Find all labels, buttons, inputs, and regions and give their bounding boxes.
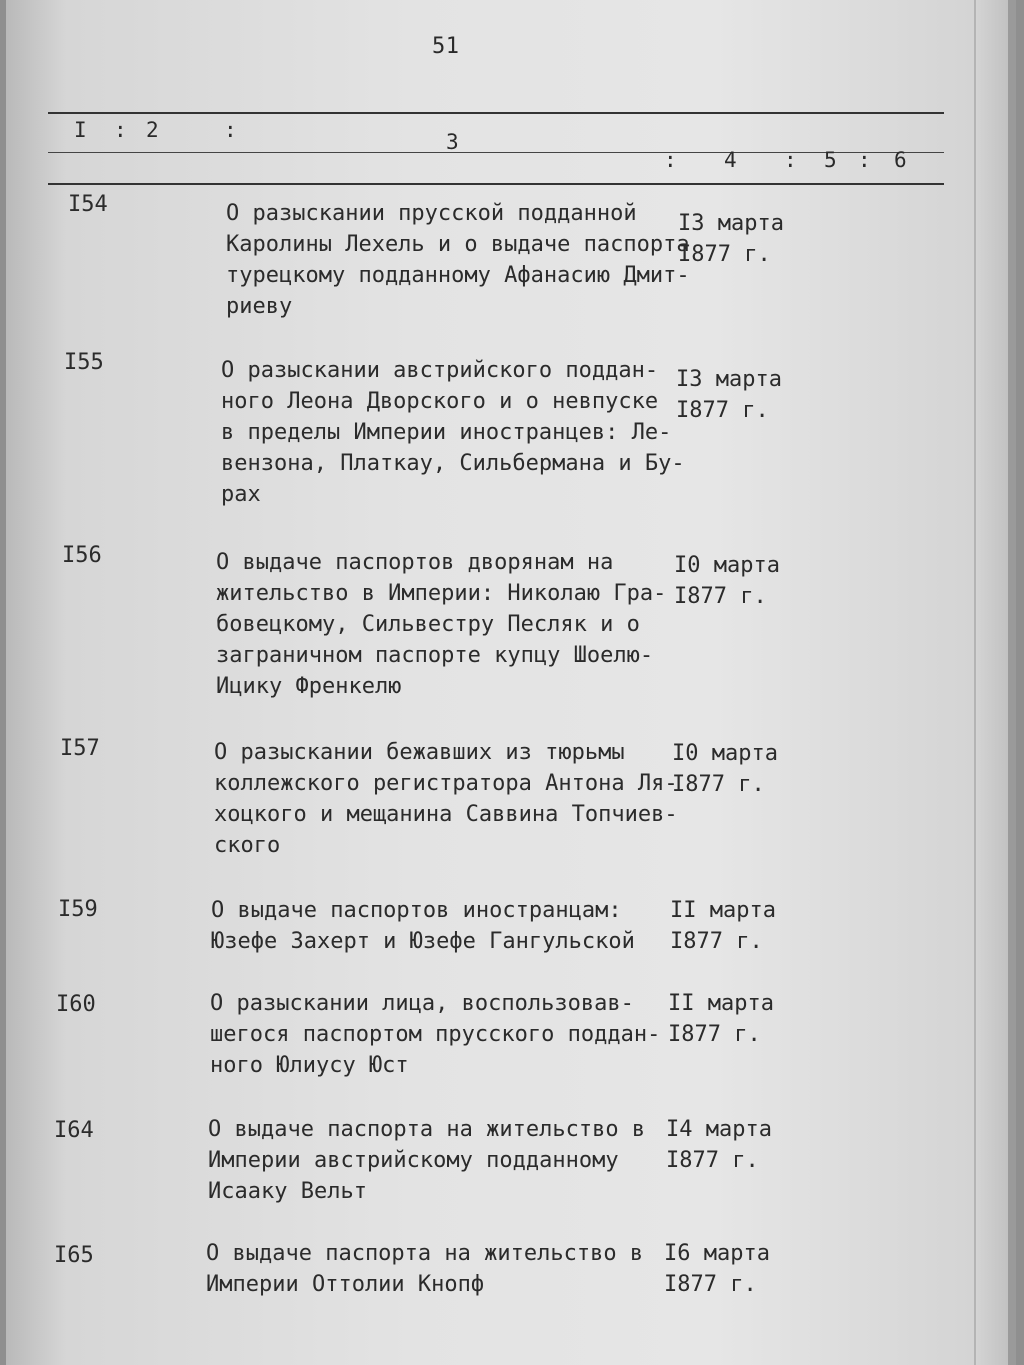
entry-date — [678, 208, 784, 270]
entry-title-line: О разыскании австрийского поддан- — [221, 358, 659, 383]
entry-date-line: I877 г. — [674, 584, 767, 609]
entry-number: I65 — [54, 1243, 94, 1268]
entry-date-line: I877 г. — [670, 929, 763, 954]
entry-title-line: турецкому подданному Афанасию Дмит- — [226, 263, 690, 288]
column-separator: : — [114, 118, 128, 142]
entry-date-line: I877 г. — [676, 398, 769, 423]
entry-date-line: I877 г. — [664, 1272, 757, 1297]
page-number: 51 — [432, 34, 460, 59]
header-rule-top — [48, 112, 944, 114]
entry-title-line: О выдаче паспортов иностранцам: — [211, 898, 622, 923]
entry-number: I64 — [54, 1118, 94, 1143]
entry-number: I55 — [64, 350, 104, 375]
column-header-6: 6 — [894, 148, 908, 172]
entry-date-line: I3 марта — [678, 211, 784, 236]
entry-number: I60 — [56, 992, 96, 1017]
entry-title-line: Каролины Лехель и о выдаче паспорта — [226, 232, 690, 257]
entry-number: I57 — [60, 736, 100, 761]
entry-title-line: бовецкому, Сильвестру Песляк и о — [216, 612, 640, 637]
header-rule-mid — [48, 152, 944, 153]
entry-title-line: шегося паспортом прусского поддан- — [210, 1022, 661, 1047]
entry-date — [676, 364, 782, 426]
entry-title-line: хоцкого и мещанина Саввина Топчиев- — [214, 802, 678, 827]
entry-title-line: О выдаче паспорта на жительство в — [208, 1117, 646, 1142]
header-rule-bottom — [48, 183, 944, 185]
entry-date — [668, 988, 774, 1050]
document-page — [6, 0, 1016, 1365]
entry-title-line: Империи австрийскому подданному — [208, 1148, 619, 1173]
entry-title-line: Исааку Вельт — [208, 1179, 367, 1204]
entry-number: I59 — [58, 897, 98, 922]
entry-title — [216, 547, 686, 702]
entry-title — [221, 355, 691, 510]
column-header-2: 2 — [146, 118, 160, 142]
column-separator: : — [224, 118, 238, 142]
column-separator: : — [664, 148, 678, 172]
page-fold — [974, 0, 976, 1365]
entry-title — [214, 737, 684, 861]
column-header-5: 5 — [824, 148, 838, 172]
entry-date-line: I0 марта — [674, 553, 780, 578]
entry-date — [666, 1114, 772, 1176]
entry-title-line: риеву — [226, 294, 293, 319]
column-separator: : — [784, 148, 798, 172]
entry-number: I56 — [62, 543, 102, 568]
entry-date-line: I877 г. — [672, 772, 765, 797]
entry-title-line: в пределы Империи иностранцев: Ле- — [221, 420, 672, 445]
entry-number: I54 — [68, 192, 108, 217]
entry-title-line: заграничном паспорте купцу Шоелю- — [216, 643, 654, 668]
entry-title-line: О разыскании лица, воспользовав- — [210, 991, 634, 1016]
entry-title-line: Ицику Френкелю — [216, 674, 402, 699]
entry-date — [672, 738, 778, 800]
entry-date — [670, 895, 776, 957]
entry-title-line: Юзефе Захерт и Юзефе Гангульской — [211, 929, 635, 954]
entry-title-line: ского — [214, 833, 281, 858]
entry-title-line: О разыскании бежавших из тюрьмы — [214, 740, 625, 765]
entry-title — [208, 1114, 678, 1207]
entry-date-line: I877 г. — [678, 242, 771, 267]
entry-date-line: I877 г. — [666, 1148, 759, 1173]
page-edge — [1008, 0, 1016, 1365]
entry-title-line: коллежского регистратора Антона Ля- — [214, 771, 678, 796]
entry-date-line: I6 марта — [664, 1241, 770, 1266]
entry-title — [211, 895, 681, 957]
entry-title-line: ного Леона Дворского и о невпуске — [221, 389, 659, 414]
entry-title — [226, 198, 696, 322]
column-header-4: 4 — [724, 148, 738, 172]
entry-title-line: Империи Оттолии Кнопф — [206, 1272, 485, 1297]
entry-title — [210, 988, 680, 1081]
entry-date-line: I877 г. — [668, 1022, 761, 1047]
entry-title — [206, 1238, 676, 1300]
entry-title-line: О разыскании прусской подданной — [226, 201, 637, 226]
entry-title-line: жительство в Империи: Николаю Гра- — [216, 581, 667, 606]
entry-date — [674, 550, 780, 612]
entry-title-line: О выдаче паспорта на жительство в — [206, 1241, 644, 1266]
entry-title-line: вензона, Платкау, Сильбермана и Бу- — [221, 451, 685, 476]
entry-title-line: рах — [221, 482, 261, 507]
entry-title-line: ного Юлиусу Юст — [210, 1053, 409, 1078]
column-header-3: 3 — [446, 130, 460, 154]
entry-date-line: I3 марта — [676, 367, 782, 392]
entry-date-line: I0 марта — [672, 741, 778, 766]
entry-title-line: О выдаче паспортов дворянам на — [216, 550, 614, 575]
entry-date-line: II марта — [670, 898, 776, 923]
column-header-1: I — [74, 118, 88, 142]
entry-date — [664, 1238, 770, 1300]
column-separator: : — [858, 148, 872, 172]
entry-date-line: II марта — [668, 991, 774, 1016]
entry-date-line: I4 марта — [666, 1117, 772, 1142]
